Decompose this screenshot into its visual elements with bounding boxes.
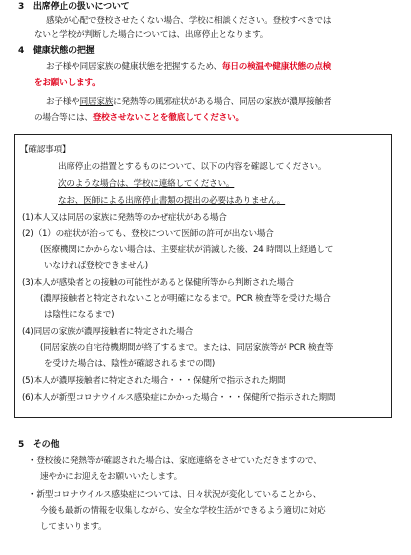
box-item-4-line3: を受けた場合は、陰性が確認されるまでの間) — [44, 359, 216, 369]
box-item-3-line3: は陰性になるまで) — [44, 310, 115, 320]
section-4-para2-line2-text: の場合等には、 — [34, 113, 93, 123]
box-item-2-line3: いなければ登校できません) — [44, 261, 148, 271]
section-4-para2-emphasis: 登校させないことを徹底してください。 — [92, 113, 244, 123]
section-4-heading: 4 健康状態の把握 — [18, 46, 95, 56]
box-item-5: (5)本人が濃厚接触者に特定された場合・・・保健所で指示された期間 — [22, 376, 286, 386]
box-item-1: (1)本人又は同居の家族に発熱等のかぜ症状がある場合 — [22, 213, 227, 223]
section-4-para2-line1 — [46, 97, 331, 108]
section-5-heading: 5 その他 — [18, 440, 60, 450]
box-intro-line1: 出席停止の措置とするものについて、以下の内容を確認してください。 — [58, 162, 327, 172]
section-4-para1-line1 — [46, 62, 331, 73]
box-item-2-line2: (医療機関にかからない場合は、主要症状が消滅した後、24 時間以上経過して — [40, 245, 334, 255]
section-5-bullet2-line3: してまいります。 — [40, 522, 107, 532]
section-4-para2-text-b: に発熱等の風邪症状がある場合、同居の家族が濃厚接触者 — [113, 97, 332, 107]
section-4-para1-text: お子様や同居家族の健康状態を把握するため、 — [46, 62, 222, 72]
section-5-bullet2-line2: 今後も最新の情報を収集しながら、安全な学校生活ができるよう適切に対応 — [40, 506, 326, 516]
section-4-para2-underlined: 同居家族 — [79, 97, 114, 107]
box-item-4-line1: (4)同居の家族が濃厚接触者に特定された場合 — [22, 327, 194, 337]
box-item-2-line1: (2)（1）の症状が治っても、登校について医師の許可が出ない場合 — [22, 229, 274, 239]
section-4-para2-text-a: お子様や — [46, 97, 80, 107]
section-5-bullet1-line1: ・登校後に発熱等が確認された場合は、家庭連絡をさせていただきますので、 — [28, 456, 322, 466]
box-item-6: (6)本人が新型コロナウイルス感染症にかかった場合・・・保健所で指示された期間 — [22, 393, 336, 403]
box-item-3-line1: (3)本人が感染者との接触の可能性があると保健所等から判断された場合 — [22, 278, 294, 288]
section-4-para1-line2: をお願いします。 — [34, 78, 101, 88]
section-3-text-line1: 感染が心配で登校させたくない場合、学校に相談ください。登校すべきでは — [46, 16, 332, 26]
box-title: 【確認事項】 — [20, 145, 71, 155]
section-5-bullet1-line2: 速やかにお迎えをお願いいたします。 — [40, 472, 183, 482]
section-3-heading: 3 出席停止の扱いについて — [18, 2, 130, 12]
section-4-para1-emphasis: 毎日の検温や健康状態の点検 — [221, 62, 332, 72]
box-intro-line3: なお、医師による出席停止書類の提出の必要はありません。 — [58, 196, 286, 206]
box-item-3-line2: (濃厚接触者と特定されないことが明確になるまで。PCR 検査等を受けた場合 — [40, 294, 331, 304]
section-3-text-line2: ないと学校が判断した場合については、出席停止となります。 — [34, 30, 269, 40]
box-item-4-line2: (同居家族の自宅待機期間が終了するまで。または、同居家族等が PCR 検査等 — [40, 343, 334, 353]
box-intro-line2: 次のような場合は、学校に連絡してください。 — [58, 179, 235, 189]
section-4-para2-line2 — [34, 113, 244, 124]
section-5-bullet2-line1: ・新型コロナウイルス感染症については、日々状況が変化していることから、 — [28, 490, 322, 500]
